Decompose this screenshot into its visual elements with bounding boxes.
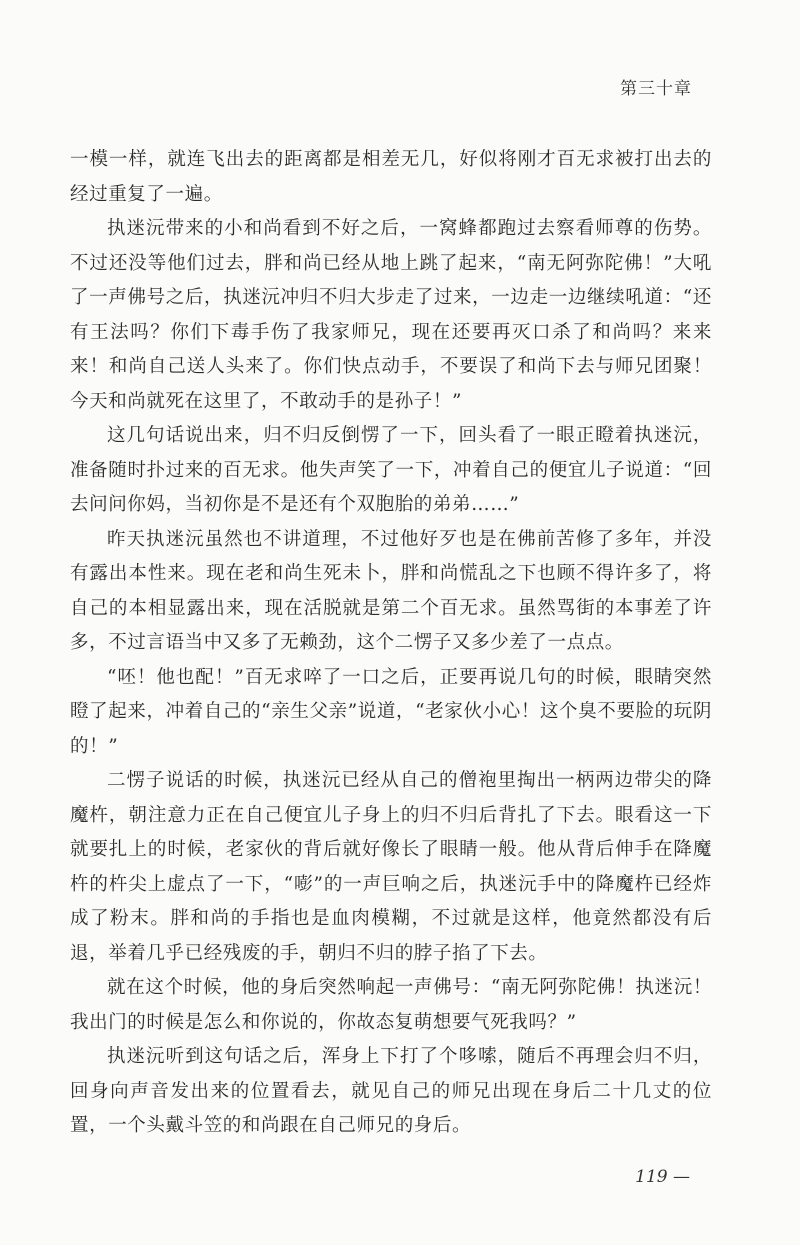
page-number: 119 — (635, 1167, 690, 1187)
paragraph: 一模一样，就连飞出去的距离都是相差无几，好似将刚才百无求被打出去的经过重复了一遍。 (70, 149, 712, 205)
paragraph: 二愣子说话的时候，执迷沅已经从自己的僧袍里掏出一柄两边带尖的降魔杵，朝注意力正在自己便宜儿子身上的归不归后背扎了下去。眼看这一下就要扎上的时候，老家伙的背后就好像长了眼睛一般。他从背后伸手在降魔杵的杵尖上虚点了一下，“嘭”的一声巨响之后，执迷沅手中的降魔杵已经炸成了粉末。胖和尚的手指也是血肉模糊，不过就是这样，他竟然都没有后退，举着几乎已经残废的手，朝归不归的脖子掐了下去。 (70, 770, 712, 964)
paragraph: 执迷沅带来的小和尚看到不好之后，一窝蜂都跑过去察看师尊的伤势。不过还没等他们过去，胖和尚已经从地上跳了起来，“南无阿弥陀佛！”大吼了一声佛号之后，执迷沅冲归不归大步走了过来，一边走一边继续吼道：“还有王法吗？你们下毒手伤了我家师兄，现在还要再灭口杀了和尚吗？来来来！和尚自己送人头来了。你们快点动手，不要误了和尚下去与师兄团聚！今天和尚就死在这里了，不敢动手的是孙子！” (70, 218, 712, 412)
paragraph: 执迷沅听到这句话之后，浑身上下打了个哆嗦，随后不再理会归不归，回身向声音发出来的位置看去，就见自己的师兄出现在身后二十几丈的位置，一个头戴斗笠的和尚跟在自己师兄的身后。 (70, 1046, 712, 1136)
body-text (70, 143, 712, 1144)
paragraph: 这几句话说出来，归不归反倒愣了一下，回头看了一眼正瞪着执迷沅，准备随时扑过来的百无求。他失声笑了一下，冲着自己的便宜儿子说道：“回去问问你妈，当初你是不是还有个双胞胎的弟弟……” (70, 425, 712, 515)
paragraph: 就在这个时候，他的身后突然响起一声佛号：“南无阿弥陀佛！执迷沅！我出门的时候是怎么和你说的，你故态复萌想要气死我吗？” (70, 977, 712, 1033)
chapter-header: 第三十章 (620, 79, 692, 99)
paragraph: 昨天执迷沅虽然也不讲道理，不过他好歹也是在佛前苦修了多年，并没有露出本性来。现在老和尚生死未卜，胖和尚慌乱之下也顾不得许多了，将自己的本相显露出来，现在活脱就是第二个百无求。虽然骂街的本事差了许多，不过言语当中又多了无赖劲，这个二愣子又多少差了一点点。 (70, 528, 712, 653)
paragraph: “呸！他也配！”百无求啐了一口之后，正要再说几句的时候，眼睛突然瞪了起来，冲着自己的“亲生父亲”说道，“老家伙小心！这个臭不要脸的玩阴的！” (70, 666, 712, 757)
